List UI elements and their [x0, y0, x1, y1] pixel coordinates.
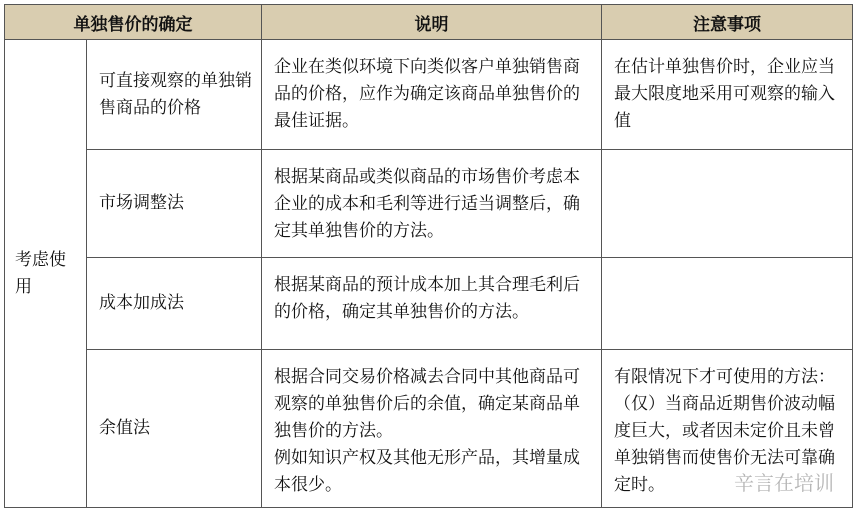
- description-text: 根据合同交易价格减去合同中其他商品可观察的单独售价后的余值，确定某商品单独售价的方法。: [274, 367, 580, 441]
- category-cell: 考虑使用: [5, 40, 87, 508]
- description-text: 企业在类似环境下向类似客户单独销售商品的价格，应作为确定该商品单独售价的最佳证据。: [274, 57, 580, 131]
- description-text: 根据某商品或类似商品的市场售价考虑本企业的成本和毛利等进行适当调整后，确定其单独售价的方法。: [274, 167, 580, 241]
- note-cell: 在估计单独售价时，企业应当最大限度地采用可观察的输入值: [602, 40, 853, 150]
- standalone-price-table: [4, 4, 853, 508]
- revenue-table-container: [4, 4, 853, 508]
- note-cell: [602, 150, 853, 258]
- note-cell: 有限情况下才可使用的方法：（仅）当商品近期售价波动幅度巨大，或者因未定价且未曾单独销售而使售价无法可靠确定时。: [602, 350, 853, 508]
- table-row: [5, 40, 853, 150]
- description-text: 根据某商品的预计成本加上其合理毛利后的价格，确定其单独售价的方法。: [274, 275, 580, 322]
- table-header-row: [5, 5, 853, 40]
- table-row: [5, 258, 853, 350]
- table-row: [5, 150, 853, 258]
- description-cell: [262, 350, 602, 508]
- header-notes: 注意事项: [602, 5, 853, 40]
- method-cell: 市场调整法: [87, 150, 262, 258]
- method-cell: 成本加成法: [87, 258, 262, 350]
- method-cell: 可直接观察的单独销售商品的价格: [87, 40, 262, 150]
- watermark-text: 辛言在培训: [734, 471, 834, 495]
- header-description: 说明: [262, 5, 602, 40]
- description-cell: [262, 258, 602, 350]
- header-standalone-price: 单独售价的确定: [5, 5, 262, 40]
- method-cell: 余值法: [87, 350, 262, 508]
- table-row: [5, 350, 853, 508]
- description-example: 例如知识产权及其他无形产品，其增量成本很少。: [274, 448, 580, 495]
- note-cell: [602, 258, 853, 350]
- description-cell: [262, 150, 602, 258]
- description-cell: [262, 40, 602, 150]
